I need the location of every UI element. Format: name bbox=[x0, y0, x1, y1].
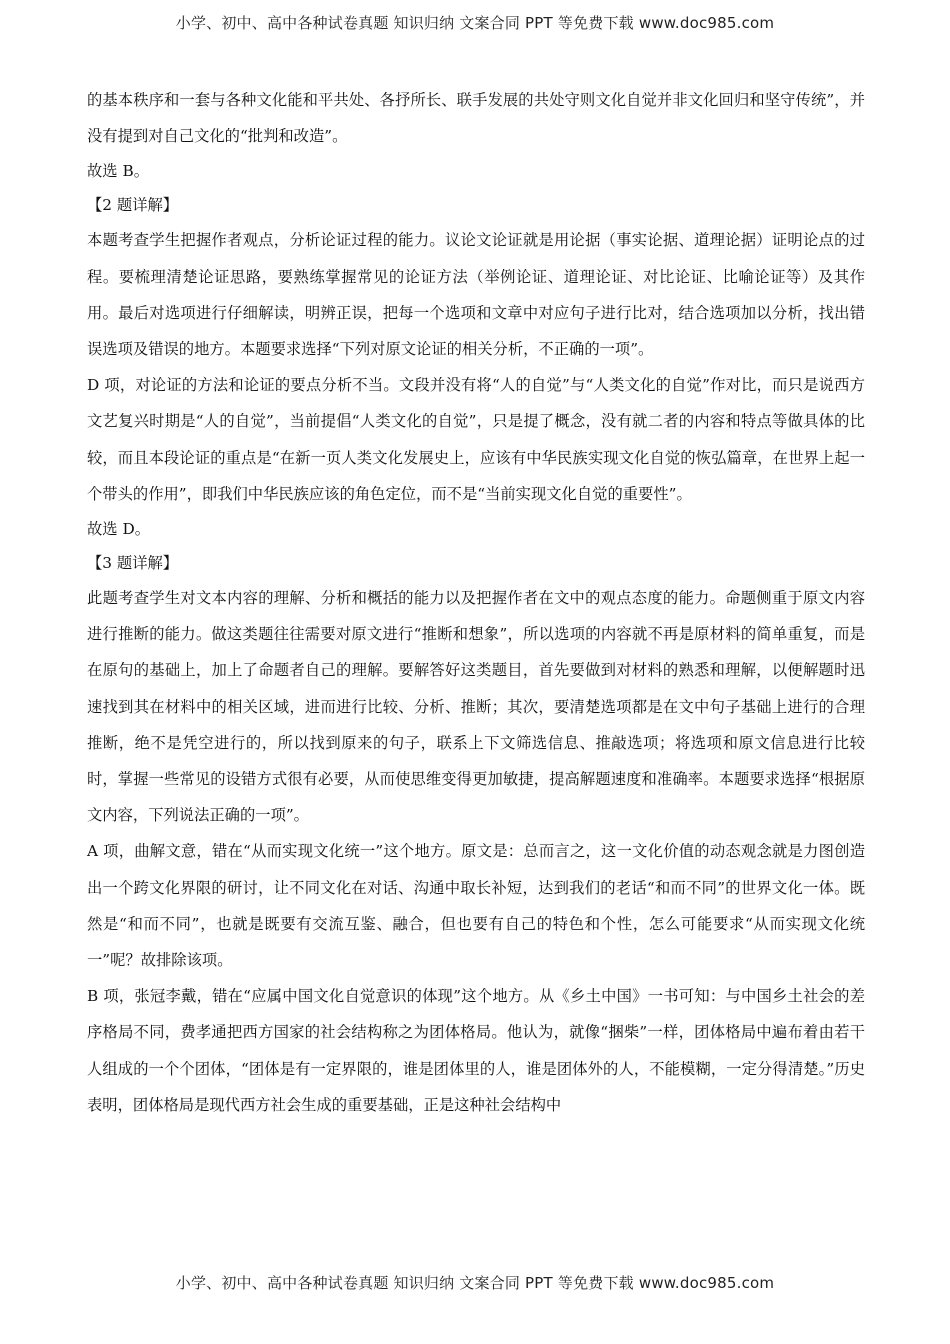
answer-line-q2: 故选 D。 bbox=[87, 520, 151, 539]
section-heading-q3: 【3 题详解】 bbox=[87, 554, 179, 573]
paragraph-q2-option-d: D 项，对论证的方法和论证的要点分析不当。文段并没有将“人的自觉”与“人类文化的自觉”作对比，而只是说西方文艺复兴时期是“人的自觉”，当前提倡“人类文化的自觉”，只是提了概念，没有就二者的内容和特点等做具体的比较，而且本段论证的重点是“在新一页人类文化发展史上，应该有中华民族实现文化自觉的恢弘篇章，在世界上起一个带头的作用”，即我们中华民族应该的角色定位，而不是“当前实现文化自觉的重要性”。 bbox=[87, 376, 865, 503]
paragraph-q2-analysis: 本题考查学生把握作者观点，分析论证过程的能力。议论文论证就是用论据（事实论据、道理论据）证明论点的过程。要梳理清楚论证思路，要熟练掌握常见的论证方法（举例论证、道理论证、对比论证、比喻论证等）及其作用。最后对选项进行仔细解读，明辨正误，把每一个选项和文章中对应句子进行比对，结合选项加以分析，找出错误选项及错误的地方。本题要求选择“下列对原文论证的相关分析，不正确的一项”。 bbox=[87, 231, 865, 359]
page-footer: 小学、初中、高中各种试卷真题 知识归纳 文案合同 PPT 等免费下载 www.doc985.com bbox=[175, 1274, 775, 1292]
document-body bbox=[87, 82, 865, 1123]
paragraph-q3-option-a: A 项，曲解文意，错在“从而实现文化统一”这个地方。原文是：总而言之，这一文化价值的动态观念就是力图创造出一个跨文化界限的研讨，让不同文化在对话、沟通中取长补短，达到我们的老话“和而不同”的世界文化一体。既然是“和而不同”，也就是既要有交流互鉴、融合，但也要有自己的特色和个性，怎么可能要求“从而实现文化统一”呢？故排除该项。 bbox=[87, 842, 865, 970]
paragraph-q3-option-b: B 项，张冠李戴，错在“应属中国文化自觉意识的体现”这个地方。从《乡土中国》一书可知：与中国乡土社会的差序格局不同，费孝通把西方国家的社会结构称之为团体格局。他认为，就像“捆柴”一样，团体格局中遍布着由若干人组成的一个个团体，“团体是有一定界限的，谁是团体里的人，谁是团体外的人，不能模糊，一定分得清楚。”历史表明，团体格局是现代西方社会生成的重要基础，正是这种社会结构中 bbox=[87, 987, 865, 1114]
paragraph-q3-analysis: 此题考查学生对文本内容的理解、分析和概括的能力以及把握作者在文中的观点态度的能力。命题侧重于原文内容进行推断的能力。做这类题往往需要对原文进行“推断和想象”，所以选项的内容就不再是原材料的简单重复，而是在原句的基础上，加上了命题者自己的理解。要解答好这类题目，首先要做到对材料的熟悉和理解，以便解题时迅速找到其在材料中的相关区域，进而进行比较、分析、推断；其次，要清楚选项都是在文中句子基础上进行的合理推断，绝不是凭空进行的，所以找到原来的句子，联系上下文筛选信息、推敲选项；将选项和原文信息进行比较时，掌握一些常见的设错方式很有必要，从而使思维变得更加敏捷，提高解题速度和准确率。本题要求选择“根据原文内容，下列说法正确的一项”。 bbox=[87, 589, 865, 825]
section-heading-q2: 【2 题详解】 bbox=[87, 196, 179, 215]
answer-line-q1: 故选 B。 bbox=[87, 162, 149, 181]
page-header: 小学、初中、高中各种试卷真题 知识归纳 文案合同 PPT 等免费下载 www.doc985.com bbox=[175, 14, 775, 32]
paragraph-continuation: 的基本秩序和一套与各种文化能和平共处、各抒所长、联手发展的共处守则文化自觉并非文化回归和坚守传统”，并没有提到对自己文化的“批判和改造”。 bbox=[87, 91, 865, 146]
